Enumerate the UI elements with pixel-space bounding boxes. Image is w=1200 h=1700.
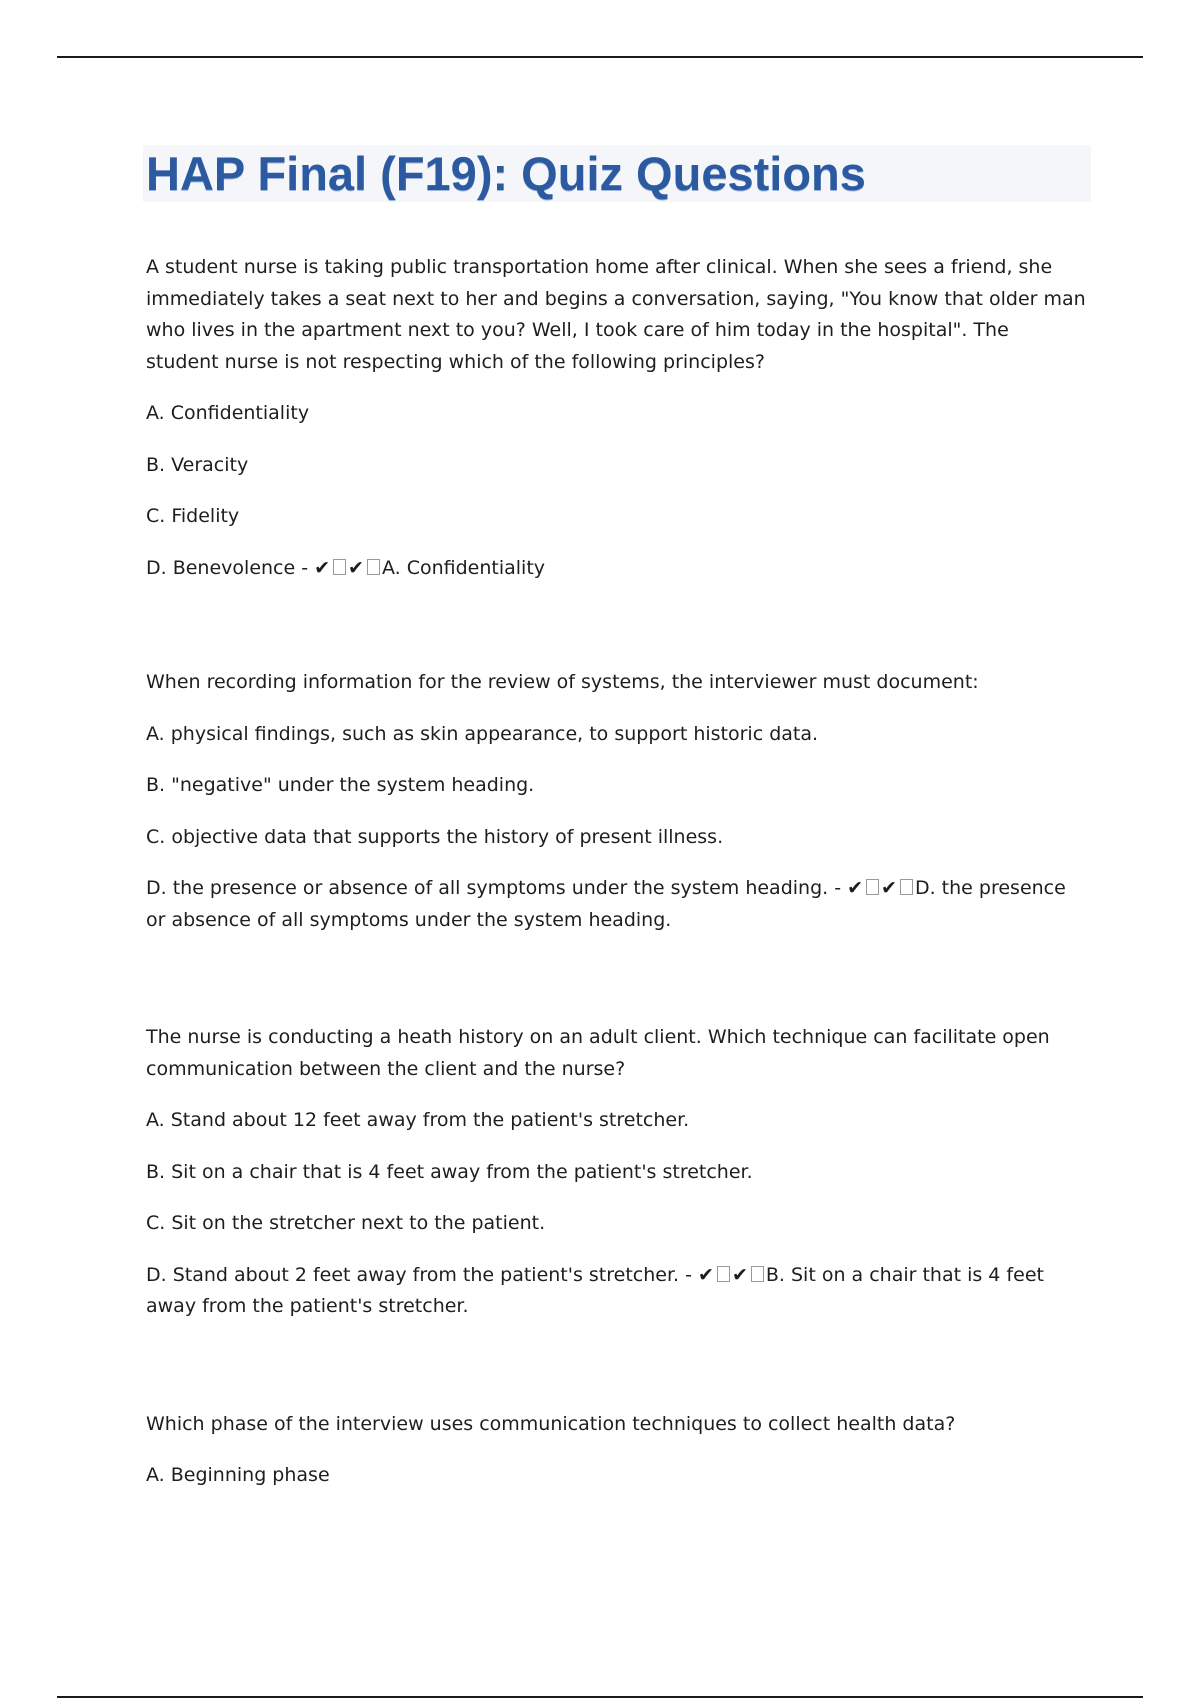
option-d-with-answer xyxy=(146,553,1086,585)
document-body xyxy=(146,252,1086,1512)
question-stem: When recording information for the review of systems, the interviewer must document: xyxy=(146,671,979,693)
answer-marker xyxy=(698,1264,766,1286)
check-icon: ✔ xyxy=(314,556,332,579)
option-d-with-answer xyxy=(146,1260,1086,1323)
box-icon xyxy=(333,559,346,575)
option-c: C. Fidelity xyxy=(146,505,240,527)
option-a: A. physical findings, such as skin appearance, to support historic data. xyxy=(146,722,819,745)
option-b: B. Veracity xyxy=(146,453,249,476)
question-2 xyxy=(146,667,1086,936)
answer-text: A. Confidentiality xyxy=(381,556,546,579)
check-icon: ✔ xyxy=(731,1263,749,1286)
option-d: D. Stand about 2 feet away from the patient's stretcher. - xyxy=(146,1263,692,1286)
footer-rule xyxy=(57,1696,1143,1698)
check-icon: ✔ xyxy=(847,877,865,899)
option-c: C. Sit on the stretcher next to the patient. xyxy=(146,1212,546,1234)
header-rule xyxy=(57,56,1143,58)
question-1 xyxy=(146,252,1086,584)
option-c: C. objective data that supports the history of present illness. xyxy=(146,825,724,848)
check-icon: ✔ xyxy=(348,556,365,579)
check-icon: ✔ xyxy=(881,877,898,899)
box-icon xyxy=(751,1266,764,1282)
answer-text: B. Sit on a chair that is 4 feet away from the patient's stretcher. xyxy=(146,1263,1044,1317)
box-icon xyxy=(367,559,380,575)
question-3 xyxy=(146,1022,1086,1323)
option-d: D. the presence or absence of all symptoms under the system heading. - xyxy=(146,877,842,899)
option-a: A. Beginning phase xyxy=(146,1464,330,1486)
question-stem: A student nurse is taking public transportation home after clinical. When she sees a friend, she immediately takes a seat next to her and begins a conversation, saying, "You know that older man who lives in the apartment next to you? Well, I took care of him today in the hospital". The student nurse is not respecting which of the following principles? xyxy=(146,256,1086,373)
question-stem: Which phase of the interview uses communication techniques to collect health data? xyxy=(146,1412,956,1435)
box-icon xyxy=(866,879,879,895)
page-title: HAP Final (F19): Quiz Questions xyxy=(146,147,866,200)
option-b: B. Sit on a chair that is 4 feet away from the patient's stretcher. xyxy=(146,1160,753,1183)
box-icon xyxy=(717,1266,730,1282)
box-icon xyxy=(900,879,913,895)
check-icon: ✔ xyxy=(698,1263,715,1286)
question-stem: The nurse is conducting a heath history on an adult client. Which technique can facilitate open communication between the client and the nurse? xyxy=(146,1026,1050,1080)
option-d: D. Benevolence - xyxy=(146,556,309,579)
answer-text: D. the presence or absence of all symptoms under the system heading. xyxy=(146,877,1066,931)
option-b: B. "negative" under the system heading. xyxy=(146,774,535,796)
answer-marker xyxy=(847,877,915,899)
option-a: A. Stand about 12 feet away from the patient's stretcher. xyxy=(146,1109,690,1131)
option-d-with-answer xyxy=(146,873,1086,936)
question-4 xyxy=(146,1409,1086,1492)
option-a: A. Confidentiality xyxy=(146,402,310,424)
answer-marker xyxy=(314,557,382,579)
